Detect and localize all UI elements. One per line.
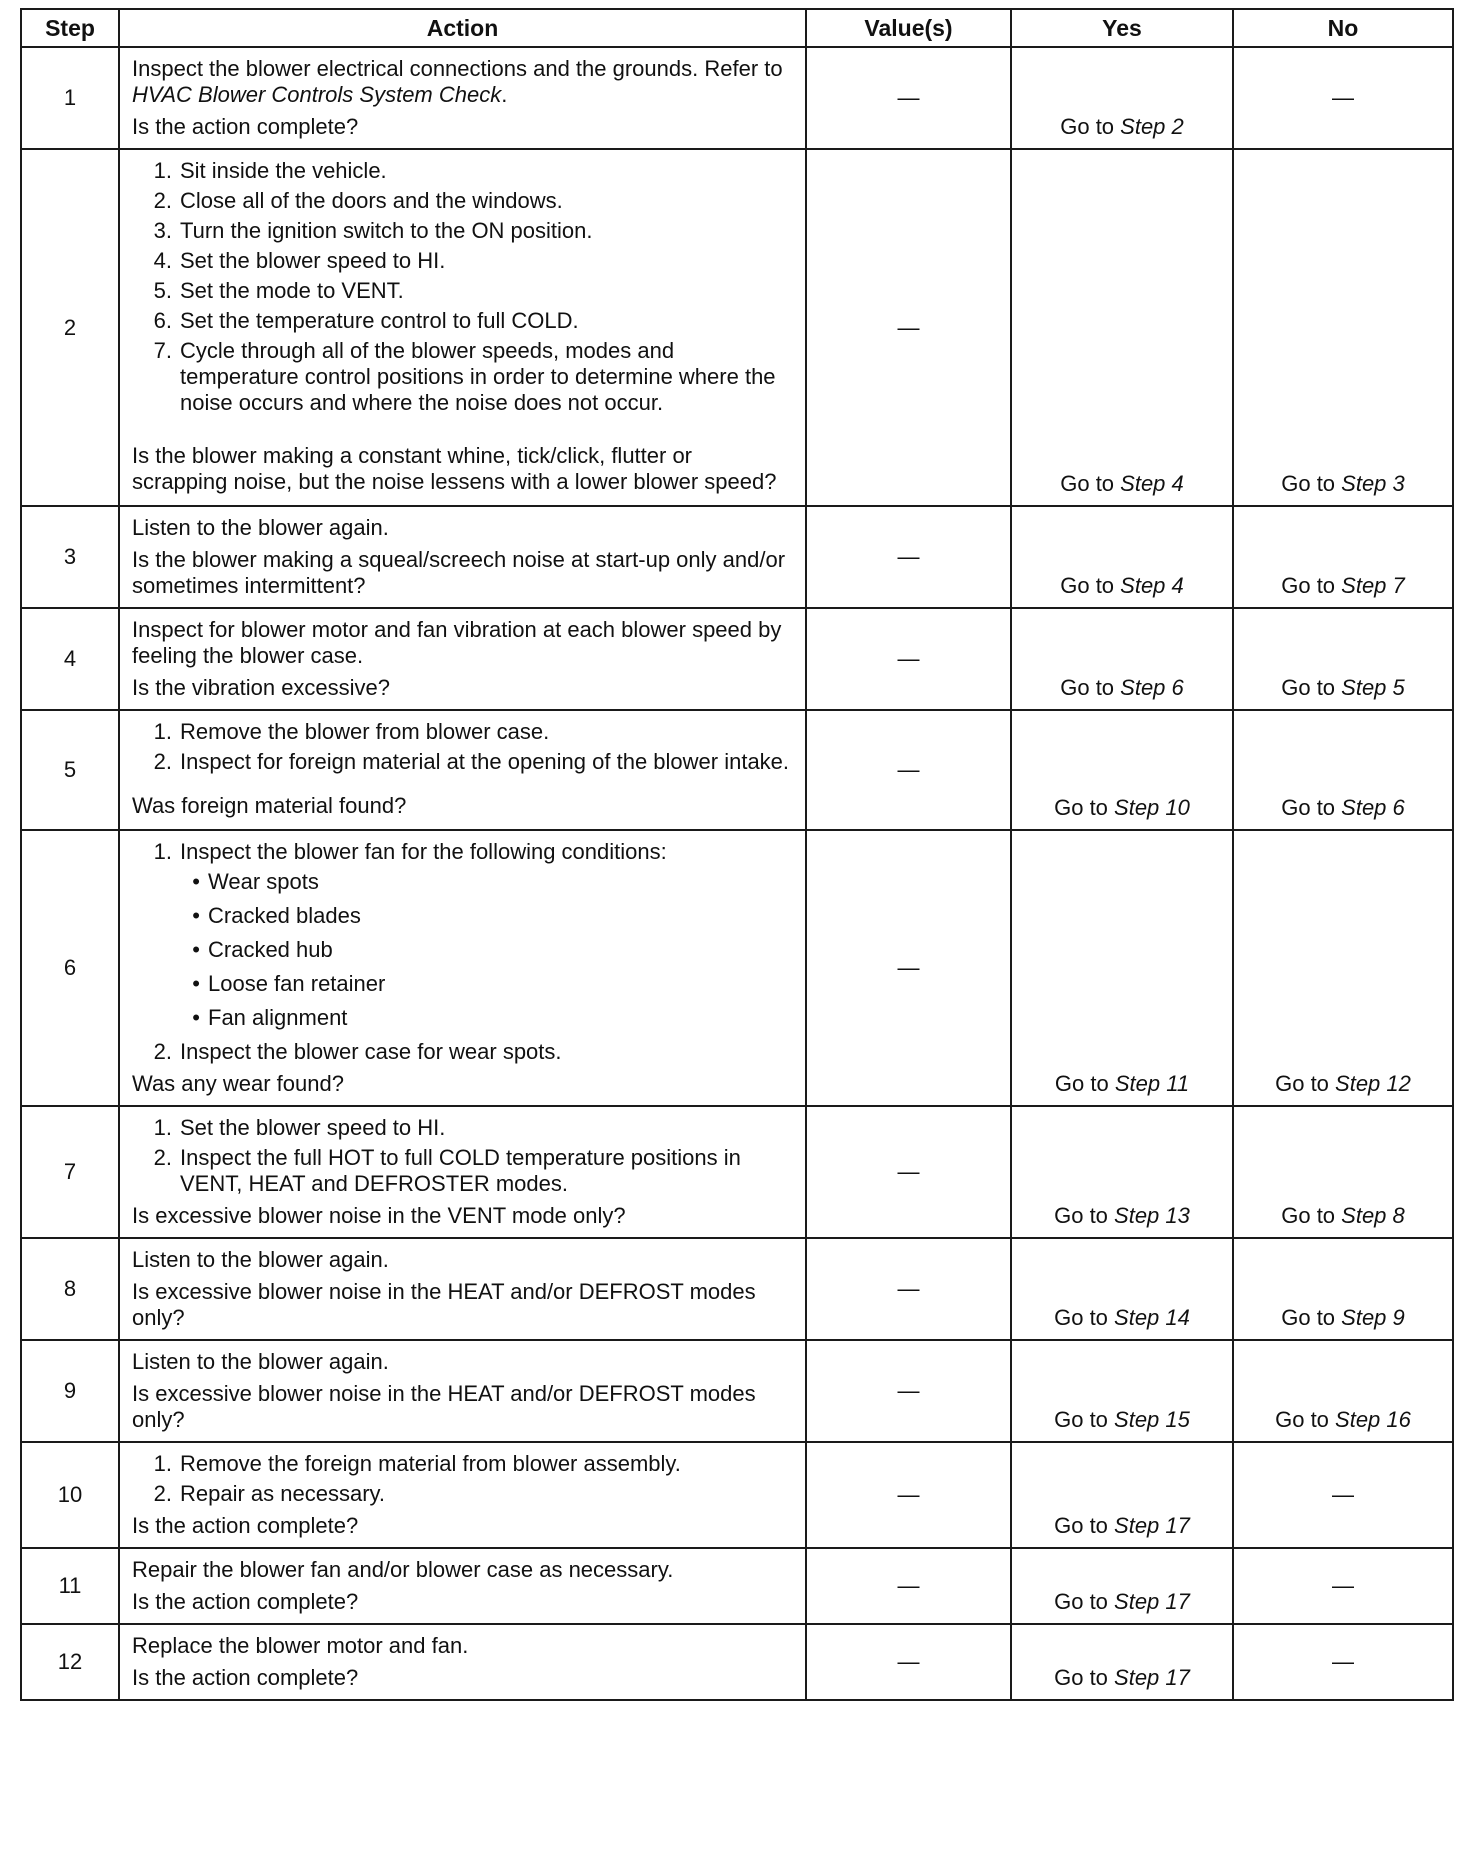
action-text: Inspect for blower motor and fan vibration at each blower speed by feeling the blower case. <box>132 617 782 668</box>
no-step-link[interactable]: Step 16 <box>1335 1407 1411 1432</box>
no-step-link[interactable]: Step 12 <box>1335 1071 1411 1096</box>
action-instructions <box>132 158 793 422</box>
list-text: Inspect the blower fan for the following conditions: <box>180 839 667 864</box>
action-instructions <box>132 56 793 114</box>
step-number: 9 <box>21 1340 119 1442</box>
list-number: 2. <box>153 749 172 774</box>
yes-cell: Go to Step 13 <box>1011 1106 1233 1238</box>
list-text: Inspect the blower case for wear spots. <box>180 1039 562 1064</box>
bullet-item <box>132 937 793 963</box>
no-step-link[interactable]: Step 3 <box>1341 471 1405 496</box>
list-number: 4. <box>153 248 172 273</box>
action-cell <box>119 149 806 506</box>
bullet-icon: • <box>192 1005 200 1030</box>
action-question: Is excessive blower noise in the HEAT and/or DEFROST modes only? <box>132 1381 756 1432</box>
no-cell: Go to Step 7 <box>1233 506 1453 608</box>
numbered-list <box>132 158 793 416</box>
action-question: Was foreign material found? <box>132 793 407 818</box>
header-yes: Yes <box>1011 9 1233 47</box>
header-action: Action <box>119 9 806 47</box>
list-item <box>132 158 793 184</box>
list-number: 3. <box>153 218 172 243</box>
action-content <box>132 1349 793 1433</box>
yes-step-link[interactable]: Step 14 <box>1114 1305 1190 1330</box>
action-cell <box>119 1442 806 1548</box>
value-cell: — <box>806 1548 1011 1624</box>
no-cell: — <box>1233 47 1453 149</box>
table-row <box>21 1624 1453 1700</box>
action-question: Is the vibration excessive? <box>132 675 391 700</box>
list-item <box>132 338 793 416</box>
bullet-text: Loose fan retainer <box>208 971 386 996</box>
value-cell: — <box>806 47 1011 149</box>
value-cell: — <box>806 1442 1011 1548</box>
action-text: Listen to the blower again. <box>132 515 389 540</box>
bullet-text: Wear spots <box>208 869 319 894</box>
yes-cell: Go to Step 17 <box>1011 1442 1233 1548</box>
no-step-link[interactable]: Step 5 <box>1341 675 1405 700</box>
action-cell <box>119 1624 806 1700</box>
action-instructions <box>132 1115 793 1203</box>
reference-link[interactable]: HVAC Blower Controls System Check <box>132 82 502 107</box>
value-cell: — <box>806 149 1011 506</box>
action-text: Listen to the blower again. <box>132 1349 389 1374</box>
no-step-link[interactable]: Step 9 <box>1341 1305 1405 1330</box>
list-item <box>132 308 793 334</box>
yes-step-link[interactable]: Step 11 <box>1114 1071 1190 1096</box>
list-item <box>132 1481 793 1507</box>
list-number: 1. <box>153 1451 172 1476</box>
numbered-list <box>132 1115 793 1197</box>
no-cell: Go to Step 5 <box>1233 608 1453 710</box>
bullet-icon: • <box>192 971 200 996</box>
table-row <box>21 1442 1453 1548</box>
step-number: 7 <box>21 1106 119 1238</box>
no-step-link[interactable]: Step 8 <box>1341 1203 1405 1228</box>
list-item <box>132 1115 793 1141</box>
no-cell: Go to Step 9 <box>1233 1238 1453 1340</box>
action-cell <box>119 710 806 830</box>
action-content <box>132 158 793 495</box>
action-cell <box>119 1340 806 1442</box>
step-number: 1 <box>21 47 119 149</box>
value-cell: — <box>806 1624 1011 1700</box>
value-cell: — <box>806 608 1011 710</box>
action-content <box>132 1633 793 1691</box>
action-text: Inspect the blower electrical connections and the grounds. Refer to HVAC Blower Controls System Check. <box>132 56 783 107</box>
yes-cell: Go to Step 6 <box>1011 608 1233 710</box>
step-number: 3 <box>21 506 119 608</box>
numbered-list <box>132 839 793 1065</box>
table-row <box>21 710 1453 830</box>
no-cell: — <box>1233 1442 1453 1548</box>
bullet-item <box>132 1005 793 1031</box>
list-number: 2. <box>153 1481 172 1506</box>
yes-step-link[interactable]: Step 17 <box>1114 1665 1190 1690</box>
no-cell: — <box>1233 1624 1453 1700</box>
action-instructions <box>132 719 793 781</box>
list-item <box>132 1451 793 1477</box>
list-text: Set the blower speed to HI. <box>180 1115 446 1140</box>
list-text: Cycle through all of the blower speeds, modes and temperature control positions in order to determine where the noise occurs and where the noise does not occur. <box>180 338 776 415</box>
bullet-text: Cracked blades <box>208 903 361 928</box>
table-row <box>21 506 1453 608</box>
action-instructions <box>132 1349 793 1381</box>
list-text: Remove the foreign material from blower assembly. <box>180 1451 681 1476</box>
yes-step-link[interactable]: Step 17 <box>1114 1513 1190 1538</box>
list-item <box>132 248 793 274</box>
bullet-item <box>132 903 793 929</box>
header-row <box>21 9 1453 47</box>
bullet-icon: • <box>192 937 200 962</box>
action-content <box>132 1247 793 1331</box>
list-text: Inspect for foreign material at the opening of the blower intake. <box>180 749 790 774</box>
no-cell: Go to Step 8 <box>1233 1106 1453 1238</box>
numbered-list <box>132 1451 793 1507</box>
list-text: Repair as necessary. <box>180 1481 386 1506</box>
bullet-item <box>132 971 793 997</box>
bullet-list <box>132 869 793 1031</box>
no-cell: Go to Step 12 <box>1233 830 1453 1106</box>
action-instructions <box>132 1451 793 1513</box>
action-instructions <box>132 839 793 1071</box>
table-row <box>21 830 1453 1106</box>
bullet-item <box>132 869 793 895</box>
action-question: Is the action complete? <box>132 1665 359 1690</box>
yes-step-link[interactable]: Step 13 <box>1114 1203 1190 1228</box>
action-instructions <box>132 617 793 675</box>
table-row <box>21 1340 1453 1442</box>
no-cell: Go to Step 3 <box>1233 149 1453 506</box>
action-text: Replace the blower motor and fan. <box>132 1633 469 1658</box>
action-cell <box>119 47 806 149</box>
step-number: 10 <box>21 1442 119 1548</box>
list-number: 7. <box>153 338 172 363</box>
action-question: Is excessive blower noise in the HEAT and/or DEFROST modes only? <box>132 1279 756 1330</box>
value-cell: — <box>806 1238 1011 1340</box>
action-cell <box>119 1548 806 1624</box>
action-question: Is the blower making a constant whine, tick/click, flutter or scrapping noise, but the noise lessens with a lower blower speed? <box>132 443 777 494</box>
yes-step-link[interactable]: Step 6 <box>1120 675 1184 700</box>
list-number: 2. <box>153 188 172 213</box>
yes-cell: Go to Step 15 <box>1011 1340 1233 1442</box>
list-number: 1. <box>153 719 172 744</box>
step-number: 12 <box>21 1624 119 1700</box>
step-number: 11 <box>21 1548 119 1624</box>
value-cell: — <box>806 1340 1011 1442</box>
yes-cell: Go to Step 14 <box>1011 1238 1233 1340</box>
header-values: Value(s) <box>806 9 1011 47</box>
list-text: Turn the ignition switch to the ON position. <box>180 218 593 243</box>
list-number: 1. <box>153 839 172 864</box>
header-step: Step <box>21 9 119 47</box>
table-row <box>21 1548 1453 1624</box>
yes-step-link[interactable]: Step 17 <box>1114 1589 1190 1614</box>
yes-cell: Go to Step 4 <box>1011 506 1233 608</box>
action-question: Is the blower making a squeal/screech noise at start-up only and/or sometimes intermittent? <box>132 547 786 598</box>
no-step-link[interactable]: Step 7 <box>1341 573 1405 598</box>
list-number: 5. <box>153 278 172 303</box>
diagnostic-table <box>20 8 1454 1701</box>
list-item <box>132 1039 793 1065</box>
list-text: Close all of the doors and the windows. <box>180 188 563 213</box>
numbered-list <box>132 719 793 775</box>
table-row <box>21 149 1453 506</box>
yes-cell: Go to Step 11 <box>1011 830 1233 1106</box>
value-cell: — <box>806 1106 1011 1238</box>
no-cell: Go to Step 6 <box>1233 710 1453 830</box>
table-row <box>21 47 1453 149</box>
action-question: Is the action complete? <box>132 1513 359 1538</box>
action-text: Repair the blower fan and/or blower case as necessary. <box>132 1557 674 1582</box>
yes-step-link[interactable]: Step 4 <box>1120 573 1184 598</box>
list-item <box>132 749 793 775</box>
action-text: Listen to the blower again. <box>132 1247 389 1272</box>
action-cell <box>119 608 806 710</box>
action-question: Is excessive blower noise in the VENT mode only? <box>132 1203 626 1228</box>
list-text: Set the temperature control to full COLD. <box>180 308 579 333</box>
action-cell <box>119 1238 806 1340</box>
step-number: 4 <box>21 608 119 710</box>
bullet-text: Cracked hub <box>208 937 333 962</box>
yes-cell: Go to Step 2 <box>1011 47 1233 149</box>
yes-cell: Go to Step 4 <box>1011 149 1233 506</box>
list-number: 1. <box>153 1115 172 1140</box>
action-content <box>132 719 793 819</box>
value-cell: — <box>806 830 1011 1106</box>
action-content <box>132 1557 793 1615</box>
list-item <box>132 278 793 304</box>
list-text: Set the blower speed to HI. <box>180 248 446 273</box>
action-content <box>132 56 793 140</box>
list-number: 2. <box>153 1145 172 1170</box>
yes-cell: Go to Step 17 <box>1011 1548 1233 1624</box>
bullet-icon: • <box>192 903 200 928</box>
action-question: Was any wear found? <box>132 1071 344 1096</box>
value-cell: — <box>806 506 1011 608</box>
action-content <box>132 515 793 599</box>
action-cell <box>119 506 806 608</box>
step-number: 5 <box>21 710 119 830</box>
action-cell <box>119 1106 806 1238</box>
list-item <box>132 1145 793 1197</box>
action-content <box>132 839 793 1097</box>
action-question: Is the action complete? <box>132 1589 359 1614</box>
bullet-icon: • <box>192 869 200 894</box>
action-instructions <box>132 515 793 547</box>
list-text: Set the mode to VENT. <box>180 278 404 303</box>
yes-step-link[interactable]: Step 10 <box>1114 795 1190 820</box>
action-content <box>132 1115 793 1229</box>
step-number: 2 <box>21 149 119 506</box>
list-number: 1. <box>153 158 172 183</box>
action-instructions <box>132 1557 793 1589</box>
list-item <box>132 839 793 865</box>
no-cell: — <box>1233 1548 1453 1624</box>
list-text: Remove the blower from blower case. <box>180 719 550 744</box>
value-cell: — <box>806 710 1011 830</box>
table-row <box>21 608 1453 710</box>
action-cell <box>119 830 806 1106</box>
list-item <box>132 218 793 244</box>
yes-cell: Go to Step 10 <box>1011 710 1233 830</box>
step-number: 8 <box>21 1238 119 1340</box>
no-cell: Go to Step 16 <box>1233 1340 1453 1442</box>
yes-cell: Go to Step 17 <box>1011 1624 1233 1700</box>
no-step-link[interactable]: Step 6 <box>1341 795 1405 820</box>
action-instructions <box>132 1247 793 1279</box>
action-question: Is the action complete? <box>132 114 359 139</box>
list-number: 6. <box>153 308 172 333</box>
table-row <box>21 1106 1453 1238</box>
bullet-text: Fan alignment <box>208 1005 348 1030</box>
action-content <box>132 1451 793 1539</box>
yes-step-link[interactable]: Step 2 <box>1120 114 1184 139</box>
yes-step-link[interactable]: Step 4 <box>1120 471 1184 496</box>
list-text: Inspect the full HOT to full COLD temperature positions in VENT, HEAT and DEFROSTER modes. <box>180 1145 741 1196</box>
yes-step-link[interactable]: Step 15 <box>1114 1407 1190 1432</box>
action-instructions <box>132 1633 793 1665</box>
list-item <box>132 719 793 745</box>
header-no: No <box>1233 9 1453 47</box>
list-item <box>132 188 793 214</box>
step-number: 6 <box>21 830 119 1106</box>
action-content <box>132 617 793 701</box>
table-row <box>21 1238 1453 1340</box>
list-number: 2. <box>153 1039 172 1064</box>
list-text: Sit inside the vehicle. <box>180 158 387 183</box>
